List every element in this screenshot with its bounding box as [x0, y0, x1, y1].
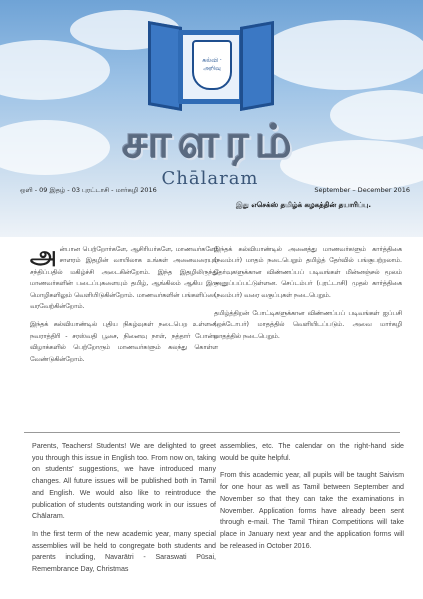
- cloud-decoration: [0, 40, 110, 100]
- emblem-text: கல்வி · அறிவு: [202, 57, 222, 72]
- english-column-left: [32, 441, 216, 582]
- tamil-paragraph: தமிழ்த்திறன் போட்டிகளுக்கான விண்ணப்பப் படிவங்கள் ஐப்பசி (ஒக்டோபர்) மாதத்தில் வெளியிடப்படும். அவை மார்கழி மாதத்தில் நடைபெறும்.: [214, 310, 402, 340]
- english-section: [24, 432, 404, 599]
- open-window-logo: [148, 24, 274, 112]
- tamil-paragraph: இந்தக் கல்வியாண்டில் புதிய நிகழ்வுகள் நடைபெற உள்ளன. நவராத்திரி - சரஸ்வதி பூசை, நினைவு நாள், நத்தார் போன்ற விழாக்களில் பெற்றோரும் மாணவர்களும் கலந்து கொள்ள வேண்டுகின்றோம்.: [30, 321, 218, 363]
- window-shutter-right: [240, 21, 274, 111]
- tamil-paragraph: [30, 241, 218, 312]
- masthead-subtitle: இது எசெக்ஸ் தமிழ்க் கழகத்தின் தயாரிப்பு.: [236, 201, 371, 209]
- tamil-column-left: [30, 241, 218, 372]
- english-paragraph: From this academic year, all pupils will be taught Saivism for one hour as well as Tamil between September and November so that they can take the examinations in November. Application forms have already been sent through e-mail. The Tamil Thiran Competitions will take place in January next year and the application forms will be released in October 2016.: [220, 471, 404, 550]
- english-column-right: [220, 441, 404, 558]
- tamil-column-right: [214, 244, 402, 349]
- masthead-title-tamil: சாளரம்: [122, 114, 298, 168]
- issue-info-english: September – December 2016: [314, 186, 410, 194]
- tamil-paragraph-text: ன்பான பெற்றோர்களே, ஆசிரியர்களே, மாணவர்களே! சாளரம் இதழின் வாயிலாக உங்கள் அனைவரையும் சந்திப்பதில் மகிழ்ச்சி அடைகின்றோம். இந்த இதழிலிருந்து மாணவர்களின் படைப்புகளையும் தமிழ், ஆங்கிலம் ஆகிய இரு மொழிகளிலும் வெளியிடுகின்றோம். மாணவர்களின் பங்களிப்பை வரவேற்கின்றோம்.: [30, 246, 218, 311]
- masthead-title-latin: Chālaram: [161, 168, 259, 189]
- issue-info-tamil: ஒளி - 09 இதழ் - 03 புரட்டாசி - மார்கழி 2016: [20, 186, 157, 194]
- english-paragraph: In the first term of the new academic year, many special assemblies will be held to congregate both students and parents including, Navarātri - Saraswati Pūsai, Remembrance Day, Christmas: [32, 529, 216, 574]
- english-paragraph: assemblies, etc. The calendar on the right-hand side would be quite helpful.: [220, 442, 404, 462]
- drop-cap: அ: [30, 241, 57, 269]
- school-emblem-icon: [192, 40, 232, 90]
- english-paragraph: Parents, Teachers! Students! We are delighted to greet you through this issue in English too. From now on, taking on students' suggestions, we have introduced many changes. All future issues will be published both in Tamil and English. We would also like to reintroduce the publication of students outstanding work in our issues of Chālaram.: [32, 442, 216, 521]
- window-shutter-left: [148, 21, 182, 111]
- tamil-paragraph: இந்தக் கல்வியாண்டில் அனைத்து மாணவர்களும் கார்த்திகை (நவம்பர்) மாதம் நடைபெறும் தமிழ்த் தேர்வில் பங்குபற்றலாம். தேர்வுகளுக்கான விண்ணப்பப் படிவங்கள் மின்னஞ்சல் மூலம் அனுப்பப்பட்டுள்ளன. செப்டம்பர் (புரட்டாசி) முதல் கார்த்திகை (நவம்பர்) வரை வகுப்புகள் நடைபெறும்.: [214, 246, 402, 299]
- masthead: [0, 0, 423, 237]
- cloud-decoration: [260, 20, 423, 90]
